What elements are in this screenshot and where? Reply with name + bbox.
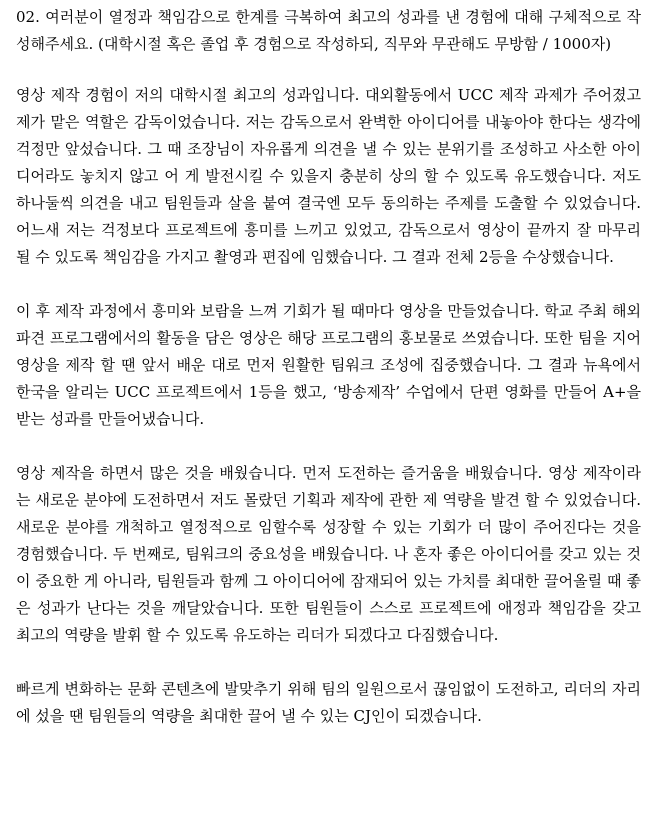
essay-paragraph-1: 영상 제작 경험이 저의 대학시절 최고의 성과입니다. 대외활동에서 UCC 제작 과제가 주어졌고 제가 맡은 역할은 감독이었습니다. 저는 감독으로서 완벽한 아이디어를 내놓아야 한다는 생각에 걱정만 앞섰습니다. 그 때 조장님이 자유롭게 의견을 낼 수 있는 분위기를 조성하고 사소한 아이디어라도 놓치지 않고 어 게 발전시킬 수 있을지 충분히 상의 할 수 있도록 유도했습니다. 저도 하나둘씩 의견을 내고 팀원들과 살을 붙여 결국엔 모두 동의하는 주제를 도출할 수 있었습니다. 어느새 저는 걱정보다 프로젝트에 흥미를 느끼고 있었고, 감독으로서 영상이 끝까지 잘 마무리 될 수 있도록 책임감을 가지고 촬영과 편집에 임했습니다. 그 결과 전체 2등을 수상했습니다. — [16, 86, 642, 266]
essay-question: 02. 여러분이 열정과 책임감으로 한계를 극복하여 최고의 성과를 낸 경험에 대해 구체적으로 작성해주세요. (대학시절 혹은 졸업 후 경험으로 작성하되, 직무와 무관해도 무방함 / 1000자) — [16, 8, 641, 53]
essay-paragraph-4: 빠르게 변화하는 문화 콘텐츠에 발맞추기 위해 팀의 일원으로서 끊임없이 도전하고, 리더의 자리에 섰을 땐 팀원들의 역량을 최대한 끌어 낼 수 있는 CJ인이 되겠습니다. — [16, 680, 641, 725]
essay-paragraph-2: 이 후 제작 과정에서 흥미와 보람을 느껴 기회가 될 때마다 영상을 만들었습니다. 학교 주최 해외 파견 프로그램에서의 활동을 담은 영상은 해당 프로그램의 홍보물로 쓰였습니다. 또한 팀을 지어 영상을 제작 할 땐 앞서 배운 대로 먼저 원활한 팀워크 조성에 집중했습니다. 그 결과 뉴욕에서 한국을 알리는 UCC 프로젝트에서 1등을 했고, ‘방송제작’ 수업에서 단편 영화를 만들어 A+을 받는 성과를 만들어냈습니다. — [16, 302, 641, 428]
essay-paragraph-3: 영상 제작을 하면서 많은 것을 배웠습니다. 먼저 도전하는 즐거움을 배웠습니다. 영상 제작이라는 새로운 분야에 도전하면서 저도 몰랐던 기획과 제작에 관한 제 역량을 발견 할 수 있었습니다. 새로운 분야를 개척하고 열정적으로 임할수록 성장할 수 있는 기회가 더 많이 주어진다는 것을 경험했습니다. 두 번째로, 팀워크의 중요성을 배웠습니다. 나 혼자 좋은 아이디어를 갖고 있는 것이 중요한 게 아니라, 팀원들과 함께 그 아이디어에 잠재되어 있는 가치를 최대한 끌어올릴 때 좋은 성과가 난다는 것을 깨달았습니다. 또한 팀원들이 스스로 프로젝트에 애정과 책임감을 갖고 최고의 역량을 발휘 할 수 있도록 유도하는 리더가 되겠다고 다짐했습니다. — [16, 464, 641, 644]
